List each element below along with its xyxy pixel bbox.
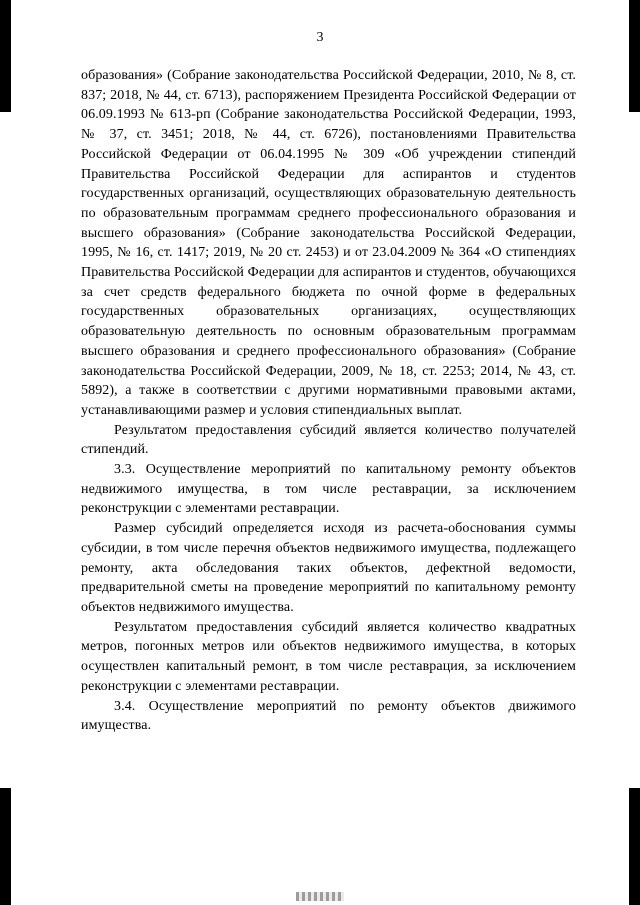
paragraph-continuation: образования» (Собрание законодательства Российской Федерации, 2010, № 8, ст. 837; 2018, № 44, ст. 6713), распоряжением Президента Российской Федерации от 06.09.1993 № 613-рп (Собрание законодательства Российской Федерации, 1993, № 37, ст. 3451; 2018, № 44, ст. 6726), постановлениями Правительства Российской Федерации от 06.04.1995 № 309 «Об учреждении стипендий Правительства Российской Федерации для аспирантов и студентов государственных организаций, осуществляющих образовательную деятельность по образовательным программам среднего профессионального образования и высшего образования» (Собрание законодательства Российской Федерации, 1995, № 16, ст. 1417; 2019, № 20 ст. 2453) и от 23.04.2009 № 364 «О стипендиях Правительства Российской Федерации для аспирантов и студентов, обучающихся за счет средств федерального бюджета по очной форме в федеральных государственных образовательных организациях, осуществляющих образовательную деятельность по основным образовательным программам высшего образования и среднего профессионального образования» (Собрание законодательства Российской Федерации, 2009, № 18, ст. 2253; 2014, № 43, ст. 5892), а также в соответствии с другими нормативными правовыми актами, устанавливающими размер и условия стипендиальных выплат. (81, 68, 576, 418)
scan-artifact-bottom-right (629, 788, 640, 905)
scan-artifact-top-left (0, 0, 11, 112)
paragraph-subsidy-size: Размер субсидий определяется исходя из расчета-обоснования суммы субсидии, в том числе перечня объектов недвижимого имущества, подлежащего ремонту, акта обследования таких объектов, дефектной ведомости, предварительной сметы на проведение мероприятий по капитальному ремонту объектов недвижимого имущества. (81, 521, 576, 615)
paragraph-section-3-3: 3.3. Осуществление мероприятий по капитальному ремонту объектов недвижимого имущества, в том числе реставрации, за исключением реконструкции с элементами реставрации. (81, 462, 576, 517)
paragraph-result-stipends: Результатом предоставления субсидий является количество получателей стипендий. (81, 422, 576, 458)
paragraph-section-3-4: 3.4. Осуществление мероприятий по ремонту объектов движимого имущества. (81, 698, 576, 734)
paragraph-result-repairs: Результатом предоставления субсидий является количество квадратных метров, погонных метров или объектов недвижимого имущества, в которых осуществлен капитальный ремонт, в том числе реставрация, за исключением реконструкции с элементами реставрации. (81, 619, 576, 694)
document-body (81, 66, 576, 736)
scan-artifact-bottom-center (296, 892, 344, 901)
page-number: 3 (316, 30, 324, 45)
scan-artifact-top-right (629, 0, 640, 112)
scan-artifact-bottom-left (0, 788, 11, 905)
